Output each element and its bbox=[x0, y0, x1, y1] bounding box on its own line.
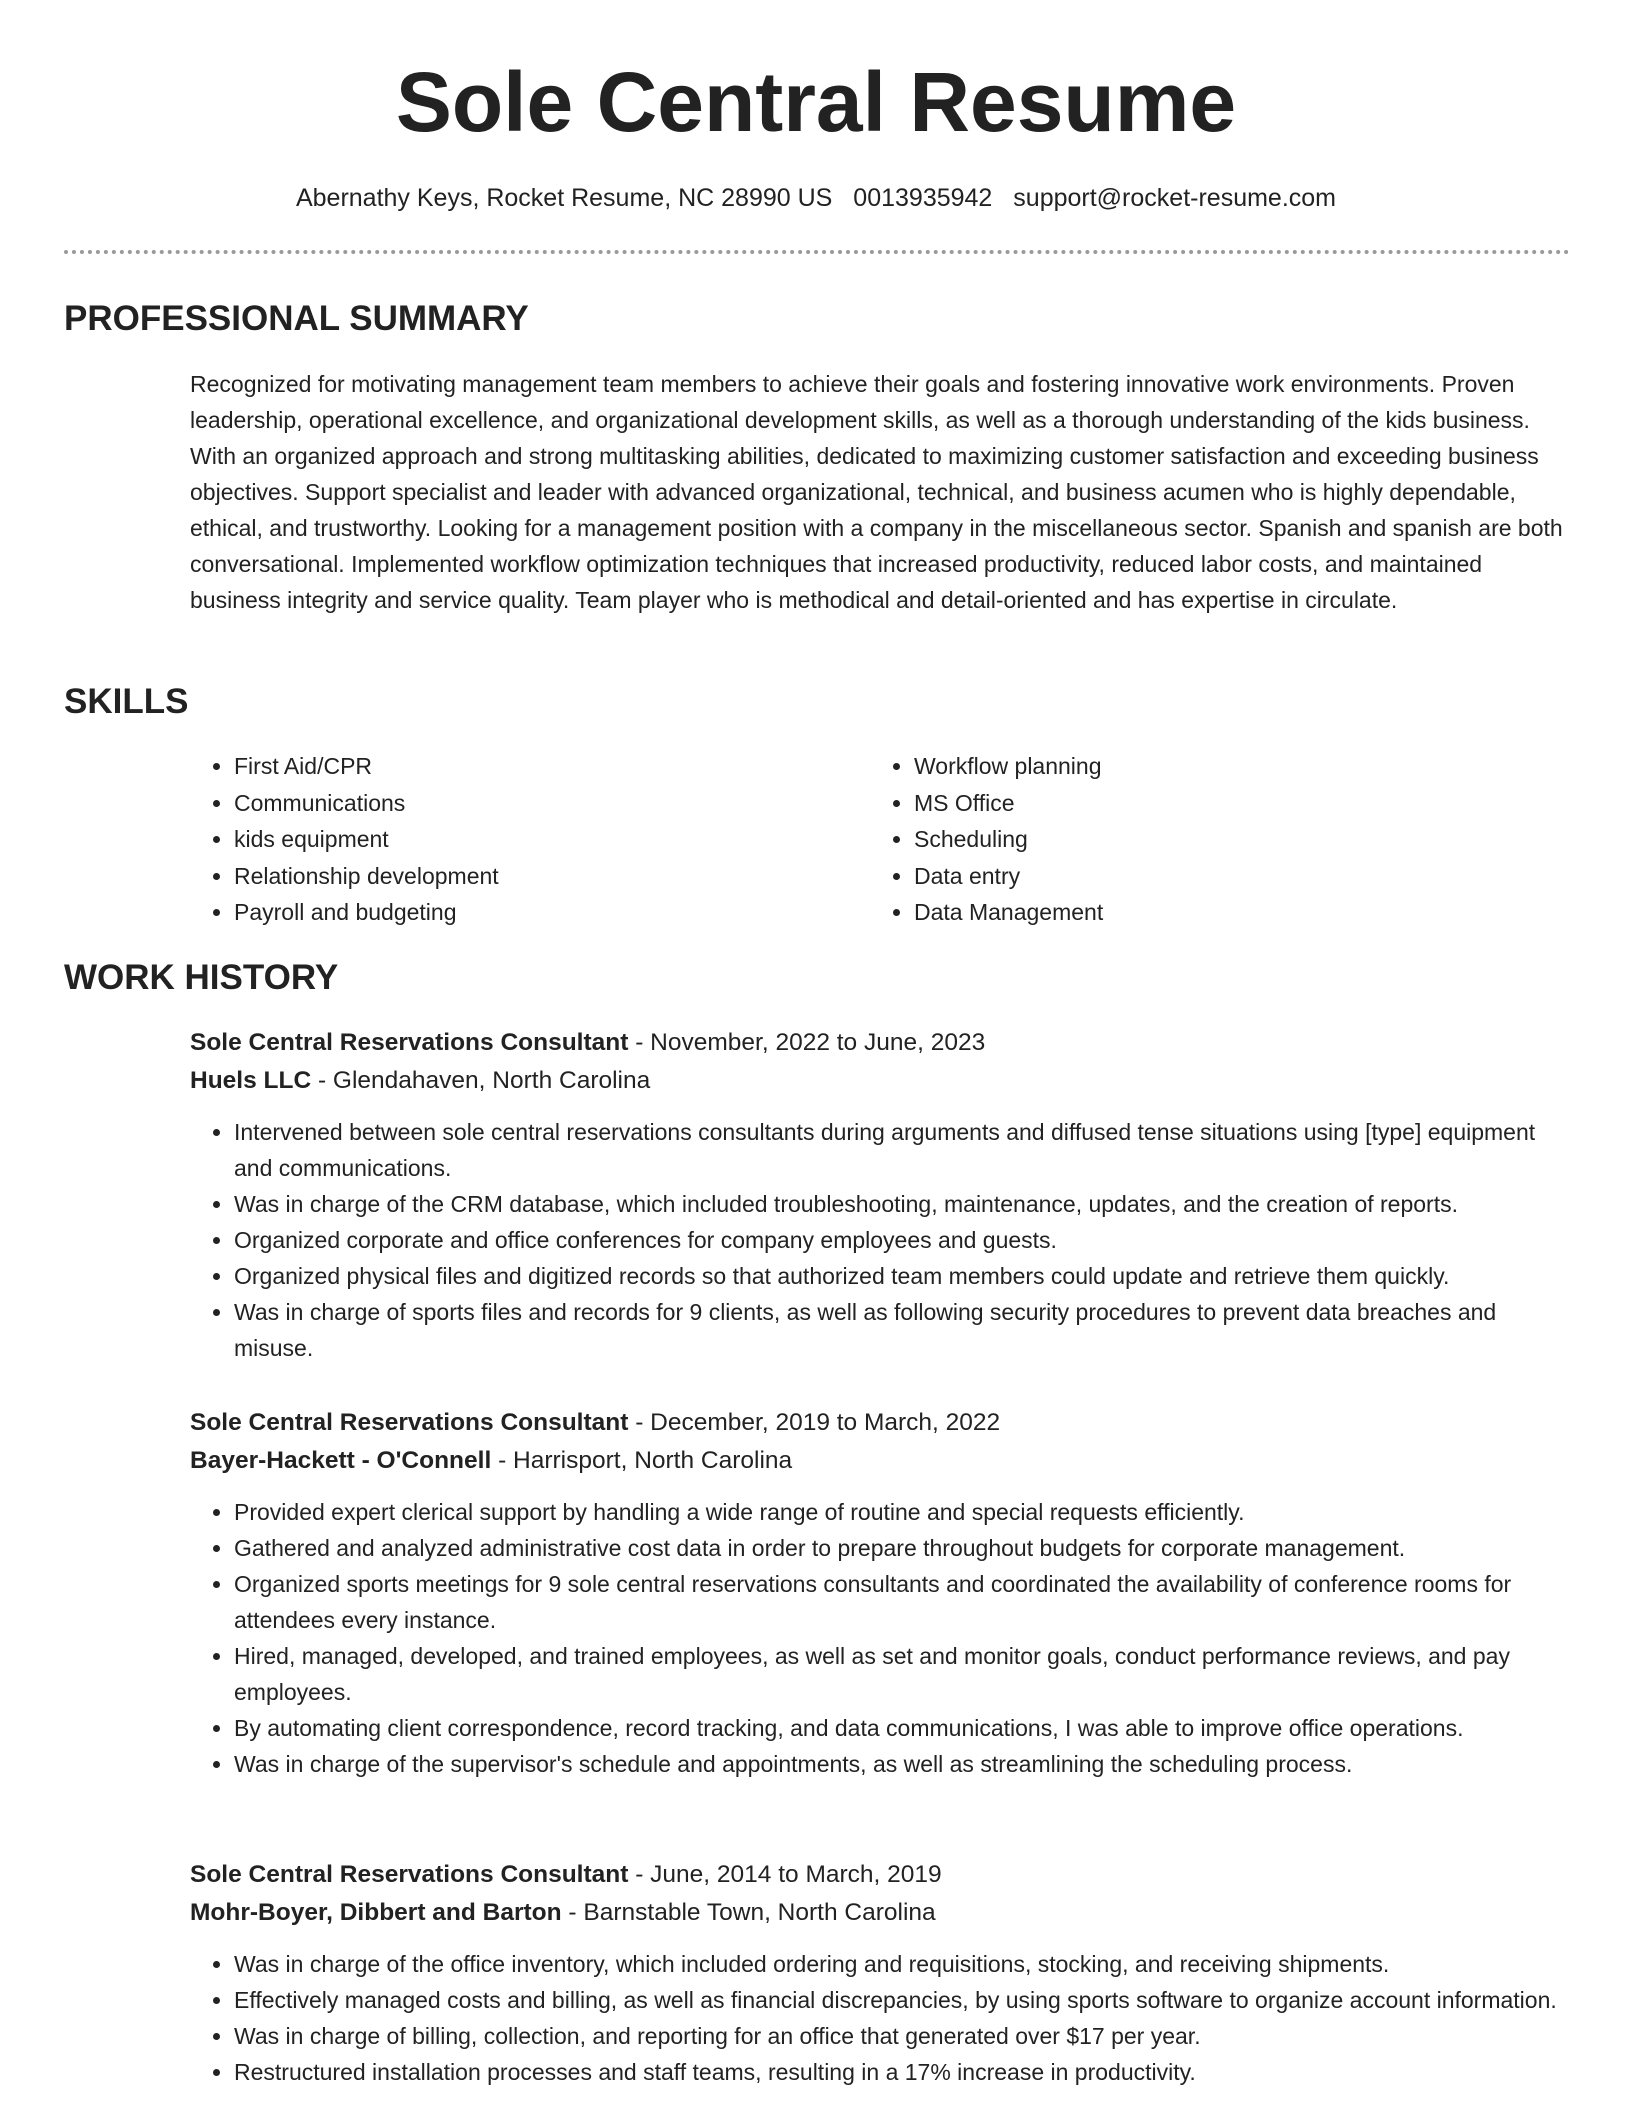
header-divider bbox=[64, 250, 1570, 254]
skills-list-right bbox=[870, 748, 1514, 931]
job-entry bbox=[190, 1404, 1570, 1782]
summary-heading: PROFESSIONAL SUMMARY bbox=[64, 299, 529, 338]
job-bullet: • Hired, managed, developed, and trained employees, as well as set and monitor goals, conduct performance reviews, and pay employees. bbox=[234, 1638, 1570, 1710]
job-bullet: • Effectively managed costs and billing, as well as financial discrepancies, by using sports software to organize account information. bbox=[234, 1982, 1570, 2018]
job-bullets bbox=[190, 1946, 1570, 2090]
skills-list-left bbox=[190, 748, 834, 931]
job-bullets bbox=[190, 1114, 1570, 1366]
work-history-heading: WORK HISTORY bbox=[64, 958, 339, 997]
job-company-line bbox=[190, 1062, 1570, 1100]
job-location: - Barnstable Town, North Carolina bbox=[561, 1899, 936, 1926]
job-company: Mohr-Boyer, Dibbert and Barton bbox=[190, 1899, 562, 1926]
job-bullet: • Was in charge of the office inventory, which included ordering and requisitions, stocking, and receiving shipments. bbox=[234, 1946, 1570, 1982]
job-location: - Glendahaven, North Carolina bbox=[311, 1067, 651, 1094]
skill-item: • First Aid/CPR bbox=[234, 748, 834, 785]
skill-item: • Data entry bbox=[914, 858, 1514, 895]
skill-item: • kids equipment bbox=[234, 821, 834, 858]
skill-item: • Workflow planning bbox=[914, 748, 1514, 785]
job-entry bbox=[190, 1024, 1570, 1366]
skill-item: • Payroll and budgeting bbox=[234, 894, 834, 931]
job-title: Sole Central Reservations Consultant bbox=[190, 1861, 629, 1888]
skill-item: • Relationship development bbox=[234, 858, 834, 895]
job-company-line bbox=[190, 1442, 1570, 1480]
job-bullet: • Intervened between sole central reservations consultants during arguments and diffused tense situations using [type] equipment and communications. bbox=[234, 1114, 1570, 1186]
job-company-line bbox=[190, 1894, 1570, 1932]
contact-email[interactable]: support@rocket-resume.com bbox=[1013, 184, 1337, 212]
contact-address: Abernathy Keys, Rocket Resume, NC 28990 US bbox=[295, 184, 833, 212]
job-bullets bbox=[190, 1494, 1570, 1782]
contact-phone: 0013935942 bbox=[853, 184, 993, 212]
skill-item: • Communications bbox=[234, 785, 834, 822]
job-title: Sole Central Reservations Consultant bbox=[190, 1029, 629, 1056]
job-title-line bbox=[190, 1856, 1570, 1894]
summary-text: Recognized for motivating management team members to achieve their goals and fostering innovative work environments. Proven leadership, operational excellence, and organizational development skills, as well as a thorough understanding of the kids business. With an organized approach and strong multitasking abilities, dedicated to maximizing customer satisfaction and exceeding business objectives. Support specialist and leader with advanced organizational, technical, and business acumen who is highly dependable, ethical, and trustworthy. Looking for a management position with a company in the miscellaneous sector. Spanish and spanish are both conversational. Implemented workflow optimization techniques that increased productivity, reduced labor costs, and maintained business integrity and service quality. Team player who is methodical and detail-oriented and has expertise in circulate. bbox=[190, 371, 1563, 613]
job-bullet: • Restructured installation processes and staff teams, resulting in a 17% increase in productivity. bbox=[234, 2054, 1570, 2090]
job-bullet: • Provided expert clerical support by handling a wide range of routine and special requests efficiently. bbox=[234, 1494, 1570, 1530]
resume-title: Sole Central Resume bbox=[395, 55, 1237, 149]
job-title-line bbox=[190, 1404, 1570, 1442]
job-company: Bayer-Hackett - O'Connell bbox=[190, 1447, 492, 1474]
job-title: Sole Central Reservations Consultant bbox=[190, 1409, 629, 1436]
job-bullet: • Gathered and analyzed administrative cost data in order to prepare throughout budgets for corporate management. bbox=[234, 1530, 1570, 1566]
job-location: - Harrisport, North Carolina bbox=[491, 1447, 793, 1474]
job-bullet: • Organized sports meetings for 9 sole central reservations consultants and coordinated the availability of conference rooms for attendees every instance. bbox=[234, 1566, 1570, 1638]
job-bullet: • Organized corporate and office conferences for company employees and guests. bbox=[234, 1222, 1570, 1258]
job-dates: - December, 2019 to March, 2022 bbox=[628, 1409, 1001, 1436]
job-entry bbox=[190, 1856, 1570, 2090]
job-bullet: • Was in charge of the CRM database, which included troubleshooting, maintenance, updates, and the creation of reports. bbox=[234, 1186, 1570, 1222]
job-company: Huels LLC bbox=[190, 1067, 312, 1094]
skill-item: • Data Management bbox=[914, 894, 1514, 931]
job-bullet: • By automating client correspondence, record tracking, and data communications, I was able to improve office operations. bbox=[234, 1710, 1570, 1746]
skills-heading: SKILLS bbox=[64, 682, 189, 721]
job-bullet: • Was in charge of the supervisor's schedule and appointments, as well as streamlining the scheduling process. bbox=[234, 1746, 1570, 1782]
job-bullet: • Organized physical files and digitized records so that authorized team members could update and retrieve them quickly. bbox=[234, 1258, 1570, 1294]
job-dates: - November, 2022 to June, 2023 bbox=[628, 1029, 986, 1056]
job-title-line bbox=[190, 1024, 1570, 1062]
skill-item: • MS Office bbox=[914, 785, 1514, 822]
job-bullet: • Was in charge of sports files and records for 9 clients, as well as following security procedures to prevent data breaches and misuse. bbox=[234, 1294, 1570, 1366]
job-bullet: • Was in charge of billing, collection, and reporting for an office that generated over $17 per year. bbox=[234, 2018, 1570, 2054]
job-dates: - June, 2014 to March, 2019 bbox=[628, 1861, 942, 1888]
contact-info bbox=[0, 180, 1632, 216]
skill-item: • Scheduling bbox=[914, 821, 1514, 858]
